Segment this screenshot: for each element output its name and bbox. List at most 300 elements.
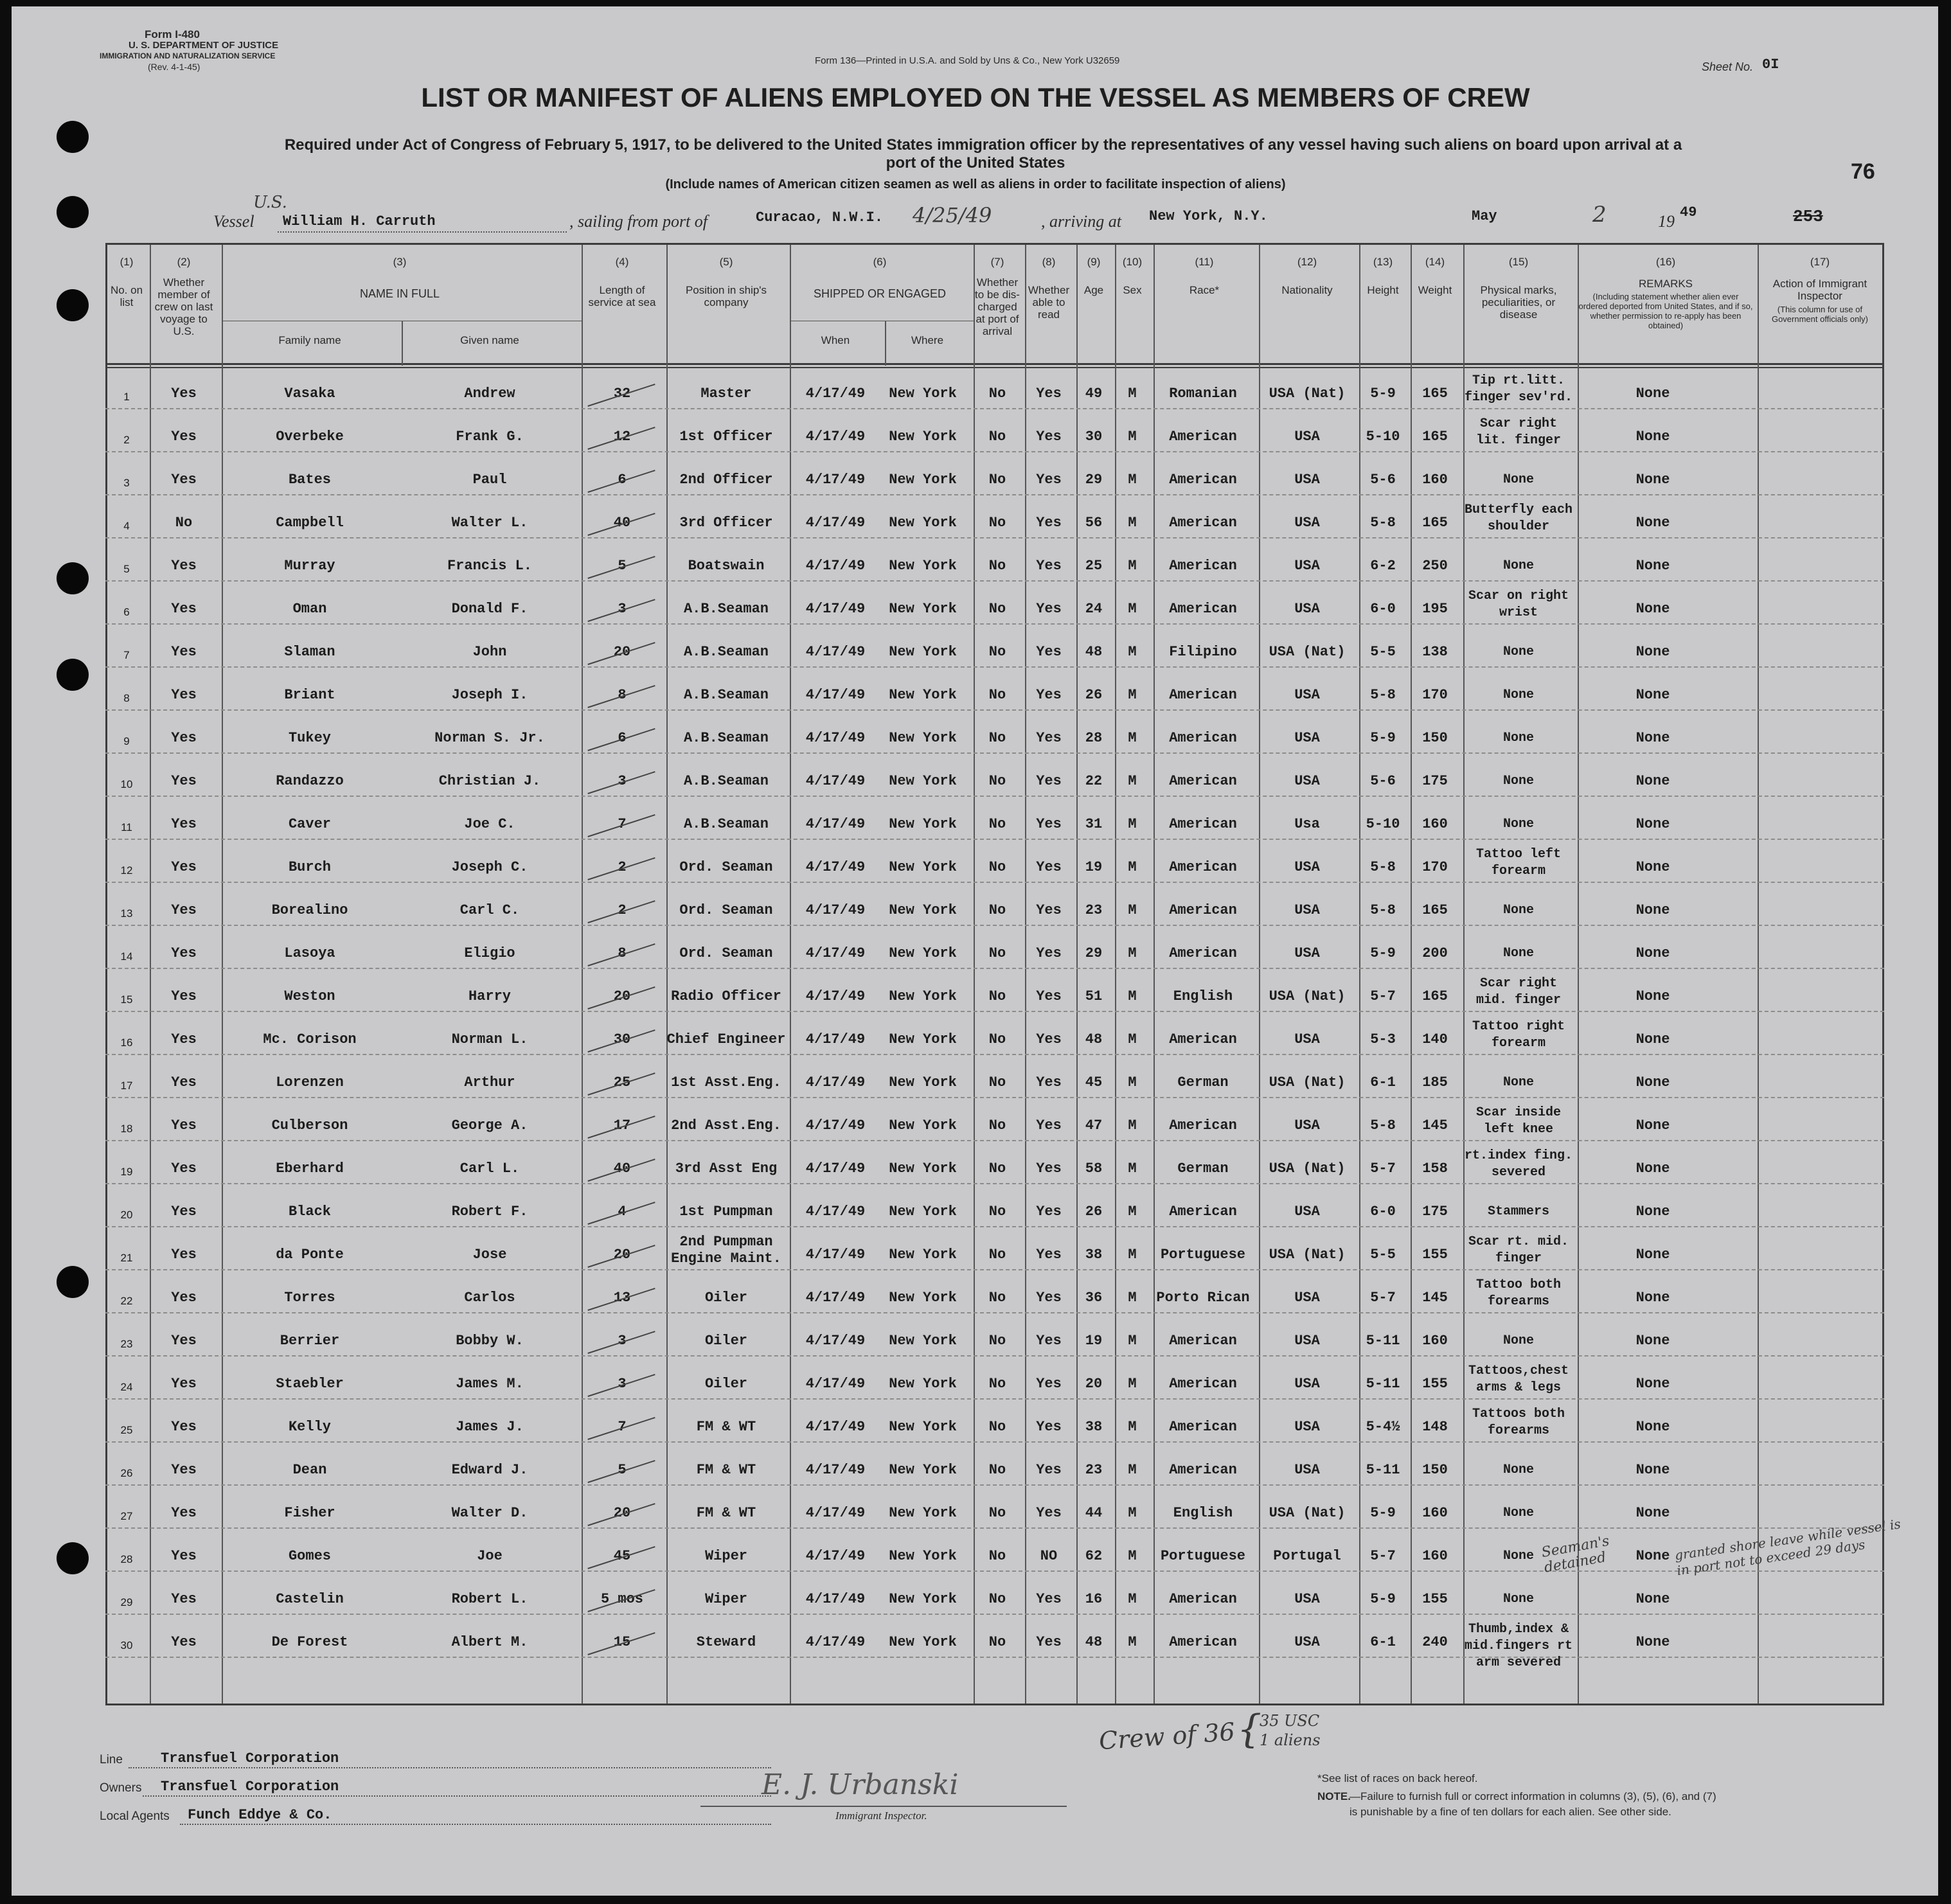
- row-number: 12: [120, 864, 133, 876]
- cell-read: Yes: [1036, 945, 1062, 961]
- cell-weight: 185: [1422, 1074, 1448, 1090]
- cell-family: Castelin: [276, 1591, 344, 1607]
- cell-read: Yes: [1036, 687, 1062, 703]
- cell-prev: Yes: [171, 816, 197, 832]
- row-separator: [105, 1054, 1884, 1055]
- cell-marks: None: [1502, 472, 1534, 487]
- cell-remarks: None: [1635, 1462, 1670, 1478]
- cell-nat: USA (Nat): [1269, 386, 1346, 402]
- cell-read: Yes: [1036, 1505, 1062, 1521]
- cell-family: Eberhard: [276, 1161, 344, 1177]
- cell-remarks: None: [1635, 1634, 1670, 1650]
- cell-family: Briant: [284, 687, 335, 703]
- binder-hole: [57, 121, 89, 153]
- owners-value: Transfuel Corporation: [161, 1779, 339, 1795]
- cell-sex: M: [1128, 1634, 1137, 1650]
- column-label-c4: Length of service at sea: [588, 284, 656, 308]
- cell-where: New York: [889, 644, 957, 660]
- row-separator: [105, 968, 1884, 969]
- cell-age: 45: [1085, 1074, 1103, 1090]
- cell-marks: Scar right lit. finger: [1475, 416, 1562, 448]
- cell-marks: Tattoo left forearm: [1475, 847, 1562, 878]
- cell-given: James M.: [456, 1376, 524, 1392]
- cell-where: New York: [889, 730, 957, 746]
- cell-race: Porto Rican: [1156, 1290, 1250, 1306]
- cell-remarks: None: [1635, 1247, 1670, 1263]
- cell-position: 3rd Officer: [679, 515, 773, 531]
- cell-service: 40: [613, 1161, 631, 1177]
- cell-height: 5-8: [1370, 515, 1396, 531]
- row-separator: [105, 1226, 1884, 1227]
- cell-when: 4/17/49: [805, 644, 866, 660]
- cell-marks: None: [1502, 1333, 1534, 1348]
- cell-weight: 165: [1422, 386, 1448, 402]
- row-separator: [105, 925, 1884, 926]
- cell-prev: Yes: [171, 472, 197, 488]
- cell-height: 5-8: [1370, 902, 1396, 918]
- cell-sex: M: [1128, 644, 1137, 660]
- us-prefix: U.S.: [253, 193, 287, 212]
- cell-where: New York: [889, 386, 957, 402]
- cell-height: 6-1: [1370, 1074, 1396, 1090]
- cell-disch: No: [988, 1333, 1006, 1349]
- cell-weight: 165: [1422, 902, 1448, 918]
- cell-sex: M: [1128, 1204, 1137, 1220]
- cell-position: Wiper: [704, 1548, 747, 1564]
- vessel-label: Vessel: [213, 212, 254, 231]
- cell-where: New York: [889, 1634, 957, 1650]
- inspector-signature: E. J. Urbanski: [762, 1768, 959, 1801]
- row-number: 26: [120, 1467, 133, 1479]
- row-separator: [105, 1011, 1884, 1012]
- cell-service: 5: [618, 1462, 627, 1478]
- column-label-c12: Nationality: [1281, 284, 1333, 296]
- row-number: 11: [121, 821, 132, 833]
- cell-sex: M: [1128, 945, 1137, 961]
- column-number: (8): [1042, 256, 1056, 268]
- sailing-port: Curacao, N.W.I.: [756, 209, 884, 226]
- column-label-c14: Weight: [1418, 284, 1452, 296]
- cell-remarks: None: [1635, 558, 1670, 574]
- cell-where: New York: [889, 859, 957, 875]
- cell-disch: No: [988, 1462, 1006, 1478]
- cell-given: Carlos: [464, 1290, 515, 1306]
- cell-service: 20: [613, 1247, 631, 1263]
- cell-when: 4/17/49: [805, 1634, 866, 1650]
- cell-when: 4/17/49: [805, 1290, 866, 1306]
- cell-remarks: None: [1635, 1161, 1670, 1177]
- cell-sex: M: [1128, 1290, 1137, 1306]
- column-number: (5): [719, 256, 733, 268]
- cell-age: 23: [1085, 1462, 1103, 1478]
- cell-disch: No: [988, 1548, 1006, 1564]
- cell-disch: No: [988, 515, 1006, 531]
- form-number: Form I-480: [145, 28, 200, 40]
- row-separator: [105, 1614, 1884, 1615]
- cell-height: 5-7: [1370, 1548, 1396, 1564]
- cell-age: 19: [1085, 859, 1103, 875]
- cell-when: 4/17/49: [805, 902, 866, 918]
- cell-remarks: None: [1635, 1333, 1670, 1349]
- cell-race: American: [1169, 1591, 1237, 1607]
- cell-height: 5-7: [1370, 988, 1396, 1004]
- row-number: 30: [120, 1639, 133, 1651]
- cell-where: New York: [889, 1548, 957, 1564]
- cell-weight: 158: [1422, 1161, 1448, 1177]
- row-separator: [105, 882, 1884, 883]
- cell-position: Ord. Seaman: [679, 945, 773, 961]
- row-number: 23: [120, 1338, 133, 1350]
- cell-family: Caver: [288, 816, 331, 832]
- column-number: (1): [120, 256, 134, 268]
- cell-nat: USA: [1294, 859, 1320, 875]
- agents-underline: [180, 1824, 771, 1825]
- cell-disch: No: [988, 386, 1006, 402]
- cell-weight: 160: [1422, 816, 1448, 832]
- cell-read: Yes: [1036, 472, 1062, 488]
- cell-height: 5-8: [1370, 687, 1396, 703]
- cell-service: 25: [613, 1074, 631, 1090]
- cell-when: 4/17/49: [805, 1505, 866, 1521]
- cell-position: A.B.Seaman: [683, 601, 769, 617]
- cell-nat: USA: [1294, 429, 1320, 445]
- cell-remarks: None: [1635, 730, 1670, 746]
- row-separator: [105, 1398, 1884, 1400]
- cell-weight: 155: [1422, 1591, 1448, 1607]
- cell-family: Black: [288, 1204, 331, 1220]
- cell-disch: No: [988, 816, 1006, 832]
- vessel-underline: [278, 231, 567, 233]
- column-number: (16): [1655, 256, 1676, 268]
- cell-prev: Yes: [171, 1204, 197, 1220]
- cell-remarks: None: [1635, 1031, 1670, 1047]
- cell-when: 4/17/49: [805, 558, 866, 574]
- cell-remarks: None: [1635, 472, 1670, 488]
- note-label: NOTE.: [1317, 1790, 1351, 1802]
- cell-position: Boatswain: [688, 558, 765, 574]
- cell-given: Donald F.: [451, 601, 528, 617]
- cell-read: Yes: [1036, 644, 1062, 660]
- cell-marks: Scar rt. mid. finger: [1468, 1234, 1569, 1266]
- row-number: 20: [120, 1209, 133, 1221]
- cell-race: American: [1169, 687, 1237, 703]
- cell-where: New York: [889, 558, 957, 574]
- cell-age: 62: [1085, 1548, 1103, 1564]
- cell-read: Yes: [1036, 1204, 1062, 1220]
- cell-position: 2nd Officer: [679, 472, 773, 488]
- remarks-note: (Including statement whether alien ever ordered deported from United States, and if so, whether permission to re-apply has been obtained): [1578, 292, 1753, 330]
- cell-given: Harry: [468, 988, 511, 1004]
- brace-mark: {: [1237, 1707, 1262, 1752]
- cell-position: A.B.Seaman: [683, 773, 769, 789]
- cell-service: 3: [618, 601, 627, 617]
- cell-remarks: None: [1635, 386, 1670, 402]
- cell-family: Oman: [292, 601, 327, 617]
- cell-prev: Yes: [171, 644, 197, 660]
- cell-weight: 200: [1422, 945, 1448, 961]
- cell-service: 6: [618, 730, 627, 746]
- cell-given: Joe: [477, 1548, 503, 1564]
- sheet-label: Sheet No.: [1702, 60, 1754, 73]
- cell-nat: USA: [1294, 601, 1320, 617]
- department: U. S. DEPARTMENT OF JUSTICE: [129, 40, 279, 51]
- cell-position: FM & WT: [696, 1462, 756, 1478]
- cell-position: FM & WT: [696, 1419, 756, 1435]
- cell-given: Bobby W.: [456, 1333, 524, 1349]
- cell-given: Joe C.: [464, 816, 515, 832]
- cell-given: Joseph C.: [451, 859, 528, 875]
- row-number: 1: [123, 391, 130, 403]
- cell-disch: No: [988, 730, 1006, 746]
- cell-nat: USA (Nat): [1269, 988, 1346, 1004]
- cell-height: 5-9: [1370, 1591, 1396, 1607]
- cell-age: 47: [1085, 1117, 1103, 1134]
- cell-disch: No: [988, 1074, 1006, 1090]
- inspector-label: Immigrant Inspector.: [835, 1810, 927, 1822]
- cell-when: 4/17/49: [805, 1419, 866, 1435]
- cell-nat: USA: [1294, 1290, 1320, 1306]
- binder-hole: [57, 1266, 89, 1298]
- row-separator: [105, 1484, 1884, 1486]
- cell-age: 31: [1085, 816, 1103, 832]
- arriving-label: , arriving at: [1041, 212, 1121, 231]
- cell-family: Bates: [288, 472, 331, 488]
- arrival-day: 2: [1592, 202, 1607, 227]
- cell-family: Lasoya: [284, 945, 335, 961]
- row-separator: [105, 1527, 1884, 1529]
- column-number: (11): [1195, 256, 1214, 268]
- cell-disch: No: [988, 472, 1006, 488]
- cell-prev: Yes: [171, 1031, 197, 1047]
- cell-weight: 160: [1422, 472, 1448, 488]
- cell-nat: USA: [1294, 1634, 1320, 1650]
- cell-service: 3: [618, 1376, 627, 1392]
- cell-sex: M: [1128, 558, 1137, 574]
- cell-sex: M: [1128, 472, 1137, 488]
- cell-given: George A.: [451, 1117, 528, 1134]
- cell-sex: M: [1128, 1161, 1137, 1177]
- column-number: (9): [1087, 256, 1101, 268]
- cell-read: Yes: [1036, 386, 1062, 402]
- subtitle-port: port of the United States: [886, 154, 1065, 172]
- row-number: 24: [120, 1381, 133, 1393]
- cell-height: 6-2: [1370, 558, 1396, 574]
- row-number: 14: [120, 950, 133, 963]
- cell-sex: M: [1128, 687, 1137, 703]
- cell-where: New York: [889, 1333, 957, 1349]
- column-number: (2): [177, 256, 191, 268]
- cell-disch: No: [988, 644, 1006, 660]
- row-number: 28: [120, 1553, 133, 1565]
- row-separator: [105, 1657, 1884, 1658]
- cell-age: 22: [1085, 773, 1103, 789]
- cell-family: Weston: [284, 988, 335, 1004]
- cell-weight: 138: [1422, 644, 1448, 660]
- note-text: —Failure to furnish full or correct information in columns (3), (5), (6), and (7): [1350, 1790, 1716, 1802]
- cell-when: 4/17/49: [805, 1333, 866, 1349]
- cell-prev: Yes: [171, 1333, 197, 1349]
- row-number: 2: [123, 434, 130, 446]
- cell-when: 4/17/49: [805, 1591, 866, 1607]
- cell-weight: 155: [1422, 1247, 1448, 1263]
- detained-note: Seaman's detained: [1540, 1533, 1611, 1576]
- cell-given: Walter L.: [451, 515, 528, 531]
- agents-value: Funch Eddye & Co.: [188, 1807, 332, 1823]
- row-separator: [105, 1097, 1884, 1098]
- row-number: 9: [123, 735, 130, 747]
- row-separator: [105, 494, 1884, 495]
- cell-race: American: [1169, 1117, 1237, 1134]
- cell-prev: Yes: [171, 1117, 197, 1134]
- cell-family: Berrier: [280, 1333, 340, 1349]
- cell-remarks: None: [1635, 902, 1670, 918]
- cell-given: John: [472, 644, 507, 660]
- cell-age: 26: [1085, 687, 1103, 703]
- line-underline: [129, 1767, 771, 1768]
- row-separator: [105, 623, 1884, 625]
- row-separator: [105, 1441, 1884, 1443]
- crew-split-usc: 35 USC: [1260, 1712, 1320, 1730]
- cell-read: Yes: [1036, 1074, 1062, 1090]
- cell-position: Chief Engineer: [666, 1031, 786, 1047]
- cell-height: 5-10: [1366, 429, 1400, 445]
- cell-nat: USA: [1294, 472, 1320, 488]
- cell-where: New York: [889, 1161, 957, 1177]
- cell-read: Yes: [1036, 1290, 1062, 1306]
- column-label-c17: Action of Immigrant Inspector: [1772, 278, 1867, 302]
- cell-weight: 165: [1422, 988, 1448, 1004]
- column-label-c10: Sex: [1123, 284, 1142, 296]
- cell-sex: M: [1128, 988, 1137, 1004]
- cell-where: New York: [889, 1505, 957, 1521]
- row-number: 19: [120, 1166, 133, 1178]
- cell-race: American: [1169, 945, 1237, 961]
- cell-service: 5 mos: [600, 1591, 643, 1607]
- cell-position: Wiper: [704, 1591, 747, 1607]
- cell-sex: M: [1128, 1548, 1137, 1564]
- cell-disch: No: [988, 1376, 1006, 1392]
- cell-race: American: [1169, 816, 1237, 832]
- cell-service: 20: [613, 1505, 631, 1521]
- cell-read: Yes: [1036, 988, 1062, 1004]
- cell-marks: Butterfly each shoulder: [1464, 503, 1573, 534]
- cell-service: 7: [618, 1419, 627, 1435]
- cell-remarks: None: [1635, 1591, 1670, 1607]
- cell-given: Eligio: [464, 945, 515, 961]
- cell-disch: No: [988, 945, 1006, 961]
- signature-line: [700, 1806, 1067, 1807]
- cell-family: Staebler: [276, 1376, 344, 1392]
- cell-service: 17: [613, 1117, 631, 1134]
- arriving-port: New York, N.Y.: [1149, 208, 1268, 224]
- cell-age: 29: [1085, 945, 1103, 961]
- cell-sex: M: [1128, 773, 1137, 789]
- cell-height: 6-1: [1370, 1634, 1396, 1650]
- cell-sex: M: [1128, 1505, 1137, 1521]
- races-note: *See list of races on back hereof.: [1317, 1772, 1478, 1784]
- cell-sex: M: [1128, 1031, 1137, 1047]
- cell-marks: Tattoo both forearms: [1475, 1277, 1562, 1309]
- cell-weight: 170: [1422, 687, 1448, 703]
- cell-prev: Yes: [171, 988, 197, 1004]
- cell-given: Frank G.: [456, 429, 524, 445]
- cell-age: 56: [1085, 515, 1103, 531]
- binder-hole: [57, 289, 89, 321]
- cell-height: 5-6: [1370, 472, 1396, 488]
- cell-sex: M: [1128, 429, 1137, 445]
- line-value: Transfuel Corporation: [161, 1750, 339, 1766]
- cell-race: American: [1169, 1333, 1237, 1349]
- cell-race: German: [1177, 1074, 1229, 1090]
- row-number: 16: [120, 1037, 133, 1049]
- column-label-c13: Height: [1367, 284, 1399, 296]
- cell-weight: 160: [1422, 1548, 1448, 1564]
- cell-marks: None: [1502, 1549, 1534, 1563]
- cell-weight: 165: [1422, 515, 1448, 531]
- cell-when: 4/17/49: [805, 1117, 866, 1134]
- row-number: 5: [123, 563, 130, 575]
- cell-marks: None: [1502, 946, 1534, 961]
- cell-disch: No: [988, 687, 1006, 703]
- column-label-c8: Whether able to read: [1028, 284, 1070, 321]
- cell-family: Overbeke: [276, 429, 344, 445]
- column-number: (6): [873, 256, 887, 268]
- cell-sex: M: [1128, 730, 1137, 746]
- cell-marks: None: [1502, 903, 1534, 918]
- cell-where: New York: [889, 1591, 957, 1607]
- cell-position: Ord. Seaman: [679, 859, 773, 875]
- cell-age: 38: [1085, 1419, 1103, 1435]
- cell-disch: No: [988, 558, 1006, 574]
- cell-where: New York: [889, 1419, 957, 1435]
- cell-service: 2: [618, 859, 627, 875]
- column-label-c2: Whether member of crew on last voyage to U.S.: [154, 276, 213, 337]
- cell-nat: USA: [1294, 515, 1320, 531]
- cell-race: American: [1169, 601, 1237, 617]
- cell-remarks: None: [1635, 429, 1670, 445]
- cell-family: Lorenzen: [276, 1074, 344, 1090]
- cell-prev: Yes: [171, 558, 197, 574]
- cell-service: 2: [618, 902, 627, 918]
- cell-position: 2nd Pumpman Engine Maint.: [671, 1234, 781, 1267]
- cell-family: Borealino: [271, 902, 348, 918]
- cell-disch: No: [988, 601, 1006, 617]
- cell-remarks: None: [1635, 945, 1670, 961]
- cell-service: 8: [618, 687, 627, 703]
- column-number: (13): [1373, 256, 1393, 268]
- cell-prev: Yes: [171, 1376, 197, 1392]
- row-separator: [105, 666, 1884, 668]
- row-separator: [105, 752, 1884, 754]
- cell-race: American: [1169, 902, 1237, 918]
- cell-weight: 240: [1422, 1634, 1448, 1650]
- cell-position: A.B.Seaman: [683, 730, 769, 746]
- cell-remarks: None: [1635, 1376, 1670, 1392]
- cell-remarks: None: [1635, 644, 1670, 660]
- cell-height: 5-5: [1370, 644, 1396, 660]
- cell-given: Edward J.: [451, 1462, 528, 1478]
- column-number: (17): [1810, 256, 1830, 268]
- cell-where: New York: [889, 1204, 957, 1220]
- cell-prev: Yes: [171, 945, 197, 961]
- cell-marks: None: [1502, 774, 1534, 788]
- cell-position: A.B.Seaman: [683, 644, 769, 660]
- cell-height: 5-7: [1370, 1161, 1396, 1177]
- cell-height: 5-6: [1370, 773, 1396, 789]
- cell-service: 40: [613, 515, 631, 531]
- crossed-number: 253: [1793, 207, 1823, 226]
- cell-family: Vasaka: [284, 386, 335, 402]
